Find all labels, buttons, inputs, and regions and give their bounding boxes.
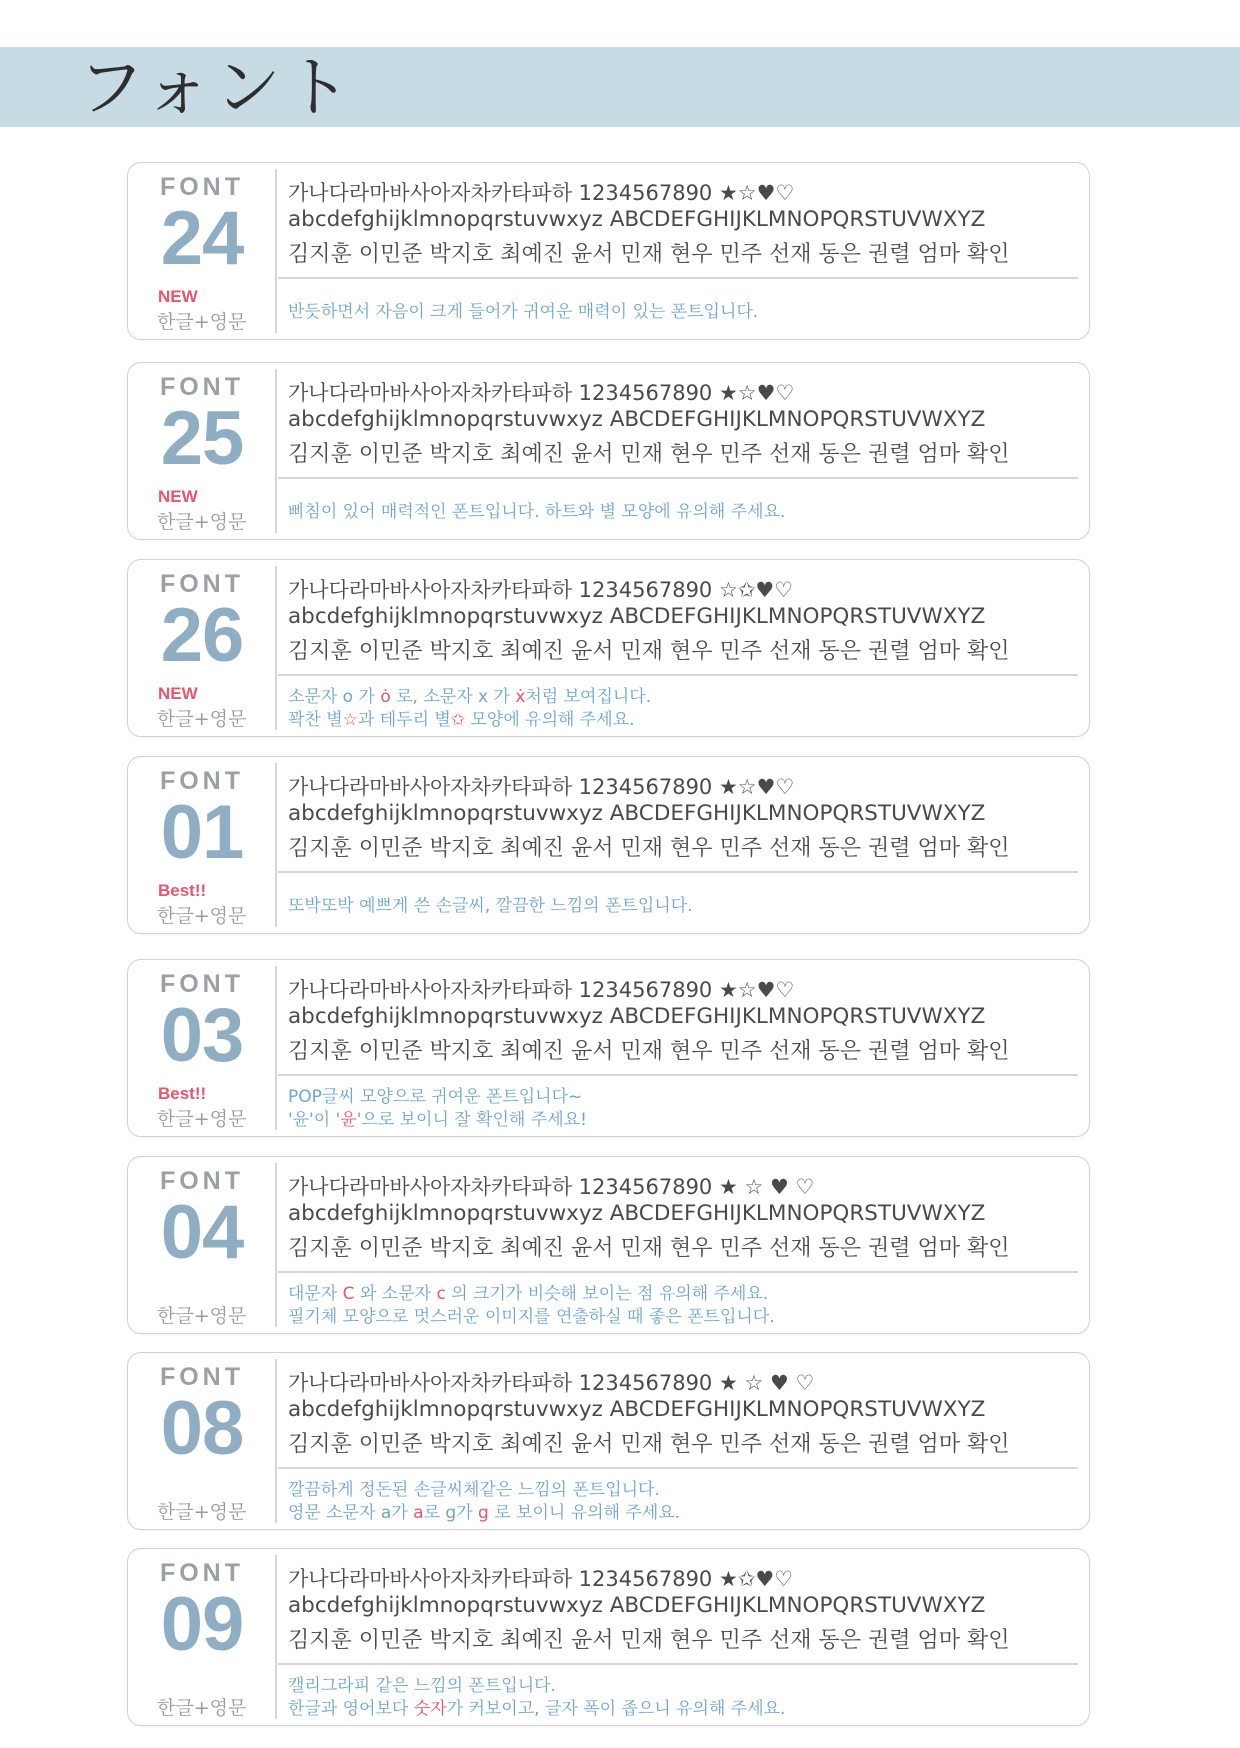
description-text: 소문자 o 가: [288, 687, 381, 707]
sample-line: 가나다라마바사아자차카타파하 1234567890 ☆✩♥♡: [288, 578, 794, 602]
sample-line: 김지훈 이민준 박지호 최예진 윤서 민재 현우 민주 선재 동은 권렬 엄마 확인: [288, 1039, 1010, 1064]
font-number: 26: [160, 593, 244, 678]
language-support-label: 한글+영문: [157, 1697, 247, 1719]
sample-line: 가나다라마바사아자차카타파하 1234567890 ★☆♥♡: [288, 181, 795, 205]
sample-line: abcdefghijklmnopqrstuvwxyz ABCDEFGHIJKLMNOPQRSTUVWXYZ: [288, 1201, 986, 1226]
description-text: 한글과 영어보다: [288, 1699, 414, 1719]
vertical-divider: [275, 1359, 277, 1523]
horizontal-divider: [278, 1271, 1078, 1273]
font-description: [288, 1082, 582, 1107]
highlighted-glyph: g: [478, 1503, 489, 1523]
vertical-divider: [275, 369, 277, 533]
font-card[interactable]: [127, 756, 1090, 934]
horizontal-divider: [278, 477, 1078, 479]
sample-line: 김지훈 이민준 박지호 최예진 윤서 민재 현우 민주 선재 동은 권렬 엄마 확인: [288, 836, 1010, 861]
language-support-label: 한글+영문: [157, 1305, 247, 1327]
description-text: 영문 소문자 a가: [288, 1503, 414, 1523]
description-text: 가 커보이고, 글자 폭이 좁으니 유의해 주세요.: [446, 1699, 786, 1719]
sample-line: 가나다라마바사아자차카타파하 1234567890 ★☆♥♡: [288, 775, 795, 799]
highlighted-glyph: 숫자: [413, 1699, 447, 1719]
font-word-label: FONT: [159, 1167, 245, 1195]
sample-line: 가나다라마바사아자차카타파하 1234567890 ★☆♥♡: [288, 381, 795, 405]
description-text: 깔끔하게 정돈된 손글씨체같은 느낌의 폰트입니다.: [288, 1480, 660, 1500]
highlighted-glyph: ẋ: [515, 687, 526, 707]
highlighted-glyph: C: [342, 1284, 355, 1304]
font-word-label: FONT: [159, 970, 245, 998]
description-text: 와 소문자: [354, 1284, 437, 1304]
description-text: 꽉찬 별: [288, 710, 343, 730]
highlighted-glyph: ȯ: [380, 687, 391, 707]
font-description: [288, 1302, 775, 1327]
status-badge: Best!!: [158, 1084, 207, 1103]
status-badge: NEW: [158, 684, 198, 703]
font-number: 09: [160, 1582, 244, 1667]
sample-line: 가나다라마바사아자차카타파하 1234567890 ★☆♥♡: [288, 978, 795, 1002]
font-card[interactable]: [127, 1548, 1090, 1726]
font-word-label: FONT: [159, 1363, 245, 1391]
language-support-label: 한글+영문: [157, 905, 247, 927]
vertical-divider: [275, 763, 277, 927]
sample-line: abcdefghijklmnopqrstuvwxyz ABCDEFGHIJKLMNOPQRSTUVWXYZ: [288, 604, 986, 629]
font-description: [288, 705, 635, 730]
font-number: 08: [160, 1386, 244, 1471]
vertical-divider: [275, 169, 277, 333]
font-label-column: [128, 757, 276, 933]
status-badge: NEW: [158, 487, 198, 506]
language-support-label: 한글+영문: [157, 1501, 247, 1523]
sample-line: 김지훈 이민준 박지호 최예진 윤서 민재 현우 민주 선재 동은 권렬 엄마 확인: [288, 242, 1010, 267]
font-description: [288, 1475, 660, 1500]
font-card[interactable]: [127, 959, 1090, 1137]
font-card[interactable]: [127, 559, 1090, 737]
font-number: 24: [160, 196, 244, 281]
highlighted-glyph: a: [413, 1503, 424, 1523]
description-text: 의 크기가 비슷해 보이는 점 유의해 주세요.: [445, 1284, 769, 1304]
font-label-column: [128, 960, 276, 1136]
font-description: [288, 1279, 768, 1304]
description-text: 로 보이니 유의해 주세요.: [488, 1503, 681, 1523]
horizontal-divider: [278, 1074, 1078, 1076]
sample-line: 김지훈 이민준 박지호 최예진 윤서 민재 현우 민주 선재 동은 권렬 엄마 확인: [288, 1628, 1010, 1653]
font-word-label: FONT: [159, 767, 245, 795]
font-label-column: [128, 1549, 276, 1725]
language-support-label: 한글+영문: [157, 511, 247, 533]
horizontal-divider: [278, 1663, 1078, 1665]
font-number: 03: [160, 993, 244, 1078]
highlighted-glyph: ✩: [450, 710, 466, 730]
font-word-label: FONT: [159, 373, 245, 401]
font-card[interactable]: [127, 362, 1090, 540]
font-number: 25: [160, 396, 244, 481]
font-description: [288, 1671, 556, 1696]
font-card[interactable]: [127, 1156, 1090, 1334]
font-label-column: [128, 560, 276, 736]
font-description: [288, 1498, 680, 1523]
sample-line: 김지훈 이민준 박지호 최예진 윤서 민재 현우 민주 선재 동은 권렬 엄마 확인: [288, 442, 1010, 467]
highlighted-glyph: c: [436, 1284, 446, 1304]
font-description: 반듯하면서 자음이 크게 들어가 귀여운 매력이 있는 폰트입니다.: [288, 302, 759, 322]
highlighted-glyph: 윤: [340, 1110, 357, 1130]
description-text: 과 테두리 별: [357, 710, 451, 730]
sample-line: abcdefghijklmnopqrstuvwxyz ABCDEFGHIJKLMNOPQRSTUVWXYZ: [288, 1004, 986, 1029]
vertical-divider: [275, 566, 277, 730]
description-text: '으로 보이니 잘 확인해 주세요!: [356, 1110, 587, 1130]
font-description: 삐침이 있어 매력적인 폰트입니다. 하트와 별 모양에 유의해 주세요.: [288, 502, 786, 522]
description-text: 필기체 모양으로 멋스러운 이미지를 연출하실 때 좋은 폰트입니다.: [288, 1307, 775, 1327]
font-label-column: [128, 1157, 276, 1333]
description-text: '윤'이 ': [288, 1110, 341, 1130]
description-text: 대문자: [288, 1284, 343, 1304]
sample-line: 가나다라마바사아자차카타파하 1234567890 ★ ☆ ♥ ♡: [288, 1371, 815, 1395]
sample-line: abcdefghijklmnopqrstuvwxyz ABCDEFGHIJKLMNOPQRSTUVWXYZ: [288, 407, 986, 432]
font-word-label: FONT: [159, 570, 245, 598]
status-badge: Best!!: [158, 881, 207, 900]
description-text: POP글씨 모양으로 귀여운 폰트입니다~: [288, 1087, 583, 1107]
sample-line: 김지훈 이민준 박지호 최예진 윤서 민재 현우 민주 선재 동은 권렬 엄마 확인: [288, 1432, 1010, 1457]
sample-line: 가나다라마바사아자차카타파하 1234567890 ★ ☆ ♥ ♡: [288, 1175, 815, 1199]
highlighted-glyph: ☆: [342, 710, 358, 730]
font-word-label: FONT: [159, 1559, 245, 1587]
description-text: 처럼 보여집니다.: [525, 687, 652, 707]
font-number: 04: [160, 1190, 244, 1275]
horizontal-divider: [278, 277, 1078, 279]
font-number: 01: [160, 790, 244, 875]
font-label-column: [128, 1353, 276, 1529]
font-description: [288, 1694, 785, 1719]
font-label-column: [128, 163, 276, 339]
sample-line: abcdefghijklmnopqrstuvwxyz ABCDEFGHIJKLMNOPQRSTUVWXYZ: [288, 1397, 986, 1422]
description-text: 캘리그라피 같은 느낌의 폰트입니다.: [288, 1676, 556, 1696]
horizontal-divider: [278, 871, 1078, 873]
font-label-column: [128, 363, 276, 539]
font-card[interactable]: [127, 1352, 1090, 1530]
sample-line: abcdefghijklmnopqrstuvwxyz ABCDEFGHIJKLMNOPQRSTUVWXYZ: [288, 801, 986, 826]
sample-line: 김지훈 이민준 박지호 최예진 윤서 민재 현우 민주 선재 동은 권렬 엄마 확인: [288, 639, 1010, 664]
description-text: 로 g가: [423, 1503, 479, 1523]
language-support-label: 한글+영문: [157, 311, 247, 333]
font-description: 또박또박 예쁘게 쓴 손글씨, 깔끔한 느낌의 폰트입니다.: [288, 896, 693, 916]
font-card[interactable]: [127, 162, 1090, 340]
language-support-label: 한글+영문: [157, 1108, 247, 1130]
sample-line: abcdefghijklmnopqrstuvwxyz ABCDEFGHIJKLMNOPQRSTUVWXYZ: [288, 207, 986, 232]
sample-line: abcdefghijklmnopqrstuvwxyz ABCDEFGHIJKLMNOPQRSTUVWXYZ: [288, 1593, 986, 1618]
horizontal-divider: [278, 674, 1078, 676]
font-description: [288, 682, 651, 707]
vertical-divider: [275, 1163, 277, 1327]
description-text: 로, 소문자 x 가: [390, 687, 516, 707]
status-badge: NEW: [158, 287, 198, 306]
horizontal-divider: [278, 1467, 1078, 1469]
language-support-label: 한글+영문: [157, 708, 247, 730]
font-description: [288, 1105, 587, 1130]
description-text: 모양에 유의해 주세요.: [465, 710, 635, 730]
sample-line: 가나다라마바사아자차카타파하 1234567890 ★✩♥♡: [288, 1567, 794, 1591]
sample-line: 김지훈 이민준 박지호 최예진 윤서 민재 현우 민주 선재 동은 권렬 엄마 확인: [288, 1236, 1010, 1261]
vertical-divider: [275, 966, 277, 1130]
page-title: フォント: [78, 49, 355, 126]
vertical-divider: [275, 1555, 277, 1719]
font-word-label: FONT: [159, 173, 245, 201]
